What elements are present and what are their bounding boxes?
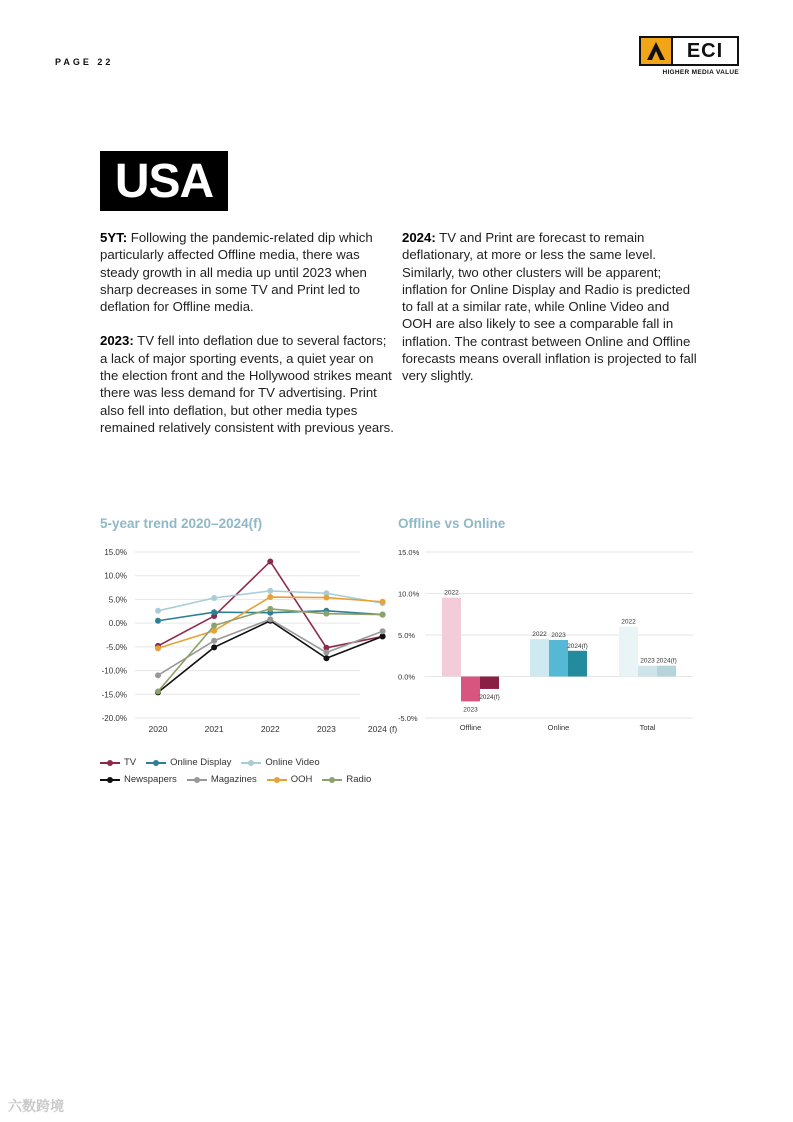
- bar: [638, 666, 657, 677]
- paragraph-2023: [100, 332, 395, 436]
- y-tick-label: 5.0%: [108, 595, 127, 605]
- paragraph-text: TV and Print are forecast to remain deflationary, at more or less the same level. Similarly, two other clusters will be apparent; inflation for Online Display and Radio is predicted to fall at a similar rate, while Online Video and OOH are also likely to see a comparable fall in inflation. The contrast between Online and Offline forecasts means overall inflation is projected to fall very slightly.: [402, 230, 697, 384]
- data-point: [155, 688, 161, 694]
- y-tick-label: 10.0%: [104, 571, 127, 581]
- bar: [549, 640, 568, 677]
- legend-swatch: [146, 759, 166, 767]
- data-point: [155, 645, 161, 651]
- legend-swatch: [322, 776, 342, 784]
- y-tick-label: -15.0%: [101, 690, 127, 700]
- x-tick-label: 2023: [316, 724, 336, 734]
- bar: [619, 627, 638, 677]
- legend-item: [187, 774, 257, 785]
- legend-row: [100, 754, 371, 771]
- line-chart-title: 5-year trend 2020–2024(f): [100, 516, 263, 531]
- bar-data-label: 2024(f): [479, 693, 500, 701]
- legend-item: [241, 757, 319, 768]
- y-tick-label: -5.0%: [398, 714, 418, 723]
- legend-swatch: [241, 759, 261, 767]
- bar-data-label: 2022: [621, 618, 636, 626]
- y-tick-label: 5.0%: [398, 631, 416, 640]
- bar: [657, 666, 676, 677]
- legend-item: [267, 774, 313, 785]
- bar-data-label: 2023: [463, 706, 478, 714]
- series-line: [158, 561, 383, 647]
- data-point: [267, 594, 273, 600]
- data-point: [323, 650, 329, 656]
- country-title: USA: [100, 151, 228, 211]
- series-line: [158, 621, 383, 693]
- data-point: [211, 638, 217, 644]
- logo-text: ECI: [686, 39, 724, 62]
- bar-data-label: 2023: [551, 631, 566, 639]
- legend-label: Magazines: [210, 774, 257, 785]
- y-tick-label: -5.0%: [106, 642, 127, 652]
- legend-label: Online Display: [170, 757, 232, 768]
- legend-item: [322, 774, 371, 785]
- data-point: [380, 628, 386, 634]
- legend-label: Newspapers: [124, 774, 177, 785]
- y-tick-label: -10.0%: [101, 666, 127, 676]
- line-chart: [95, 540, 398, 740]
- legend-swatch: [187, 776, 207, 784]
- right-text-column: [402, 229, 697, 402]
- x-tick-label: 2024 (f): [367, 724, 398, 734]
- legend-label: OOH: [290, 774, 313, 785]
- data-point: [155, 618, 161, 624]
- y-tick-label: 10.0%: [398, 589, 420, 599]
- x-tick-label: 2020: [148, 724, 168, 734]
- bar-chart-title: Offline vs Online: [398, 516, 506, 531]
- data-point: [211, 609, 217, 615]
- paragraph-text: Following the pandemic-related dip which particularly affected Offline media, there was steady growth in all media up until 2023 when sharp decreases in some TV and Print led to deflation for Offline media.: [100, 230, 373, 315]
- logo-tagline: HIGHER MEDIA VALUE: [662, 69, 739, 76]
- y-tick-label: -20.0%: [101, 714, 127, 723]
- data-point: [323, 595, 329, 601]
- eci-mark-icon: [641, 38, 673, 64]
- line-chart-legend: [100, 754, 371, 788]
- paragraph-label: 2024:: [402, 230, 436, 245]
- data-point: [380, 599, 386, 605]
- legend-swatch: [267, 776, 287, 784]
- legend-item: [100, 757, 136, 768]
- bar-data-label: 2022: [532, 631, 547, 639]
- bar: [480, 677, 499, 689]
- legend-label: Online Video: [265, 757, 320, 768]
- data-point: [323, 611, 329, 617]
- watermark: 六数跨境: [8, 1098, 64, 1114]
- x-tick-label: Online: [547, 723, 570, 732]
- bar-data-label: 2022: [444, 589, 459, 597]
- bar-chart: [395, 540, 700, 740]
- paragraph-2024: [402, 229, 697, 385]
- y-tick-label: 0.0%: [398, 672, 416, 682]
- legend-row: [100, 771, 371, 788]
- data-point: [155, 672, 161, 678]
- page-number: PAGE 22: [55, 57, 114, 67]
- paragraph-text: TV fell into deflation due to several factors; a lack of major sporting events, a quiet year on the election front and the Hollywood strikes meant there was less demand for TV advertising. Print also fell into deflation, but other media types remained relatively consistent with previous years.: [100, 333, 394, 435]
- bar: [461, 677, 480, 702]
- paragraph-5yt: [100, 229, 395, 315]
- y-tick-label: 15.0%: [104, 548, 127, 557]
- x-tick-label: 2022: [260, 724, 280, 734]
- x-tick-label: Total: [639, 723, 656, 732]
- eci-logo: [639, 36, 739, 76]
- data-point: [267, 606, 273, 612]
- y-tick-label: 0.0%: [108, 619, 127, 629]
- legend-item: [146, 757, 231, 768]
- left-text-column: [100, 229, 395, 453]
- data-point: [211, 644, 217, 650]
- paragraph-label: 2023:: [100, 333, 134, 349]
- data-point: [380, 612, 386, 618]
- y-tick-label: 15.0%: [398, 548, 420, 557]
- data-point: [267, 558, 273, 564]
- bar: [568, 651, 587, 677]
- bar: [442, 598, 461, 677]
- data-point: [323, 655, 329, 661]
- data-point: [380, 633, 386, 639]
- data-point: [211, 623, 217, 629]
- x-tick-label: Offline: [459, 723, 482, 732]
- bar-data-label: 2023: [640, 657, 655, 665]
- bar-data-label: 2024(f): [567, 642, 588, 650]
- bar-data-label: 2024(f): [656, 657, 677, 665]
- data-point: [267, 588, 273, 594]
- data-point: [155, 608, 161, 614]
- paragraph-label: 5YT:: [100, 230, 128, 245]
- legend-swatch: [100, 759, 120, 767]
- data-point: [211, 595, 217, 601]
- legend-label: Radio: [346, 774, 372, 785]
- legend-label: TV: [124, 757, 137, 768]
- legend-item: [100, 774, 177, 785]
- data-point: [267, 616, 273, 622]
- legend-swatch: [100, 776, 120, 784]
- bar: [530, 639, 549, 676]
- x-tick-label: 2021: [204, 724, 224, 734]
